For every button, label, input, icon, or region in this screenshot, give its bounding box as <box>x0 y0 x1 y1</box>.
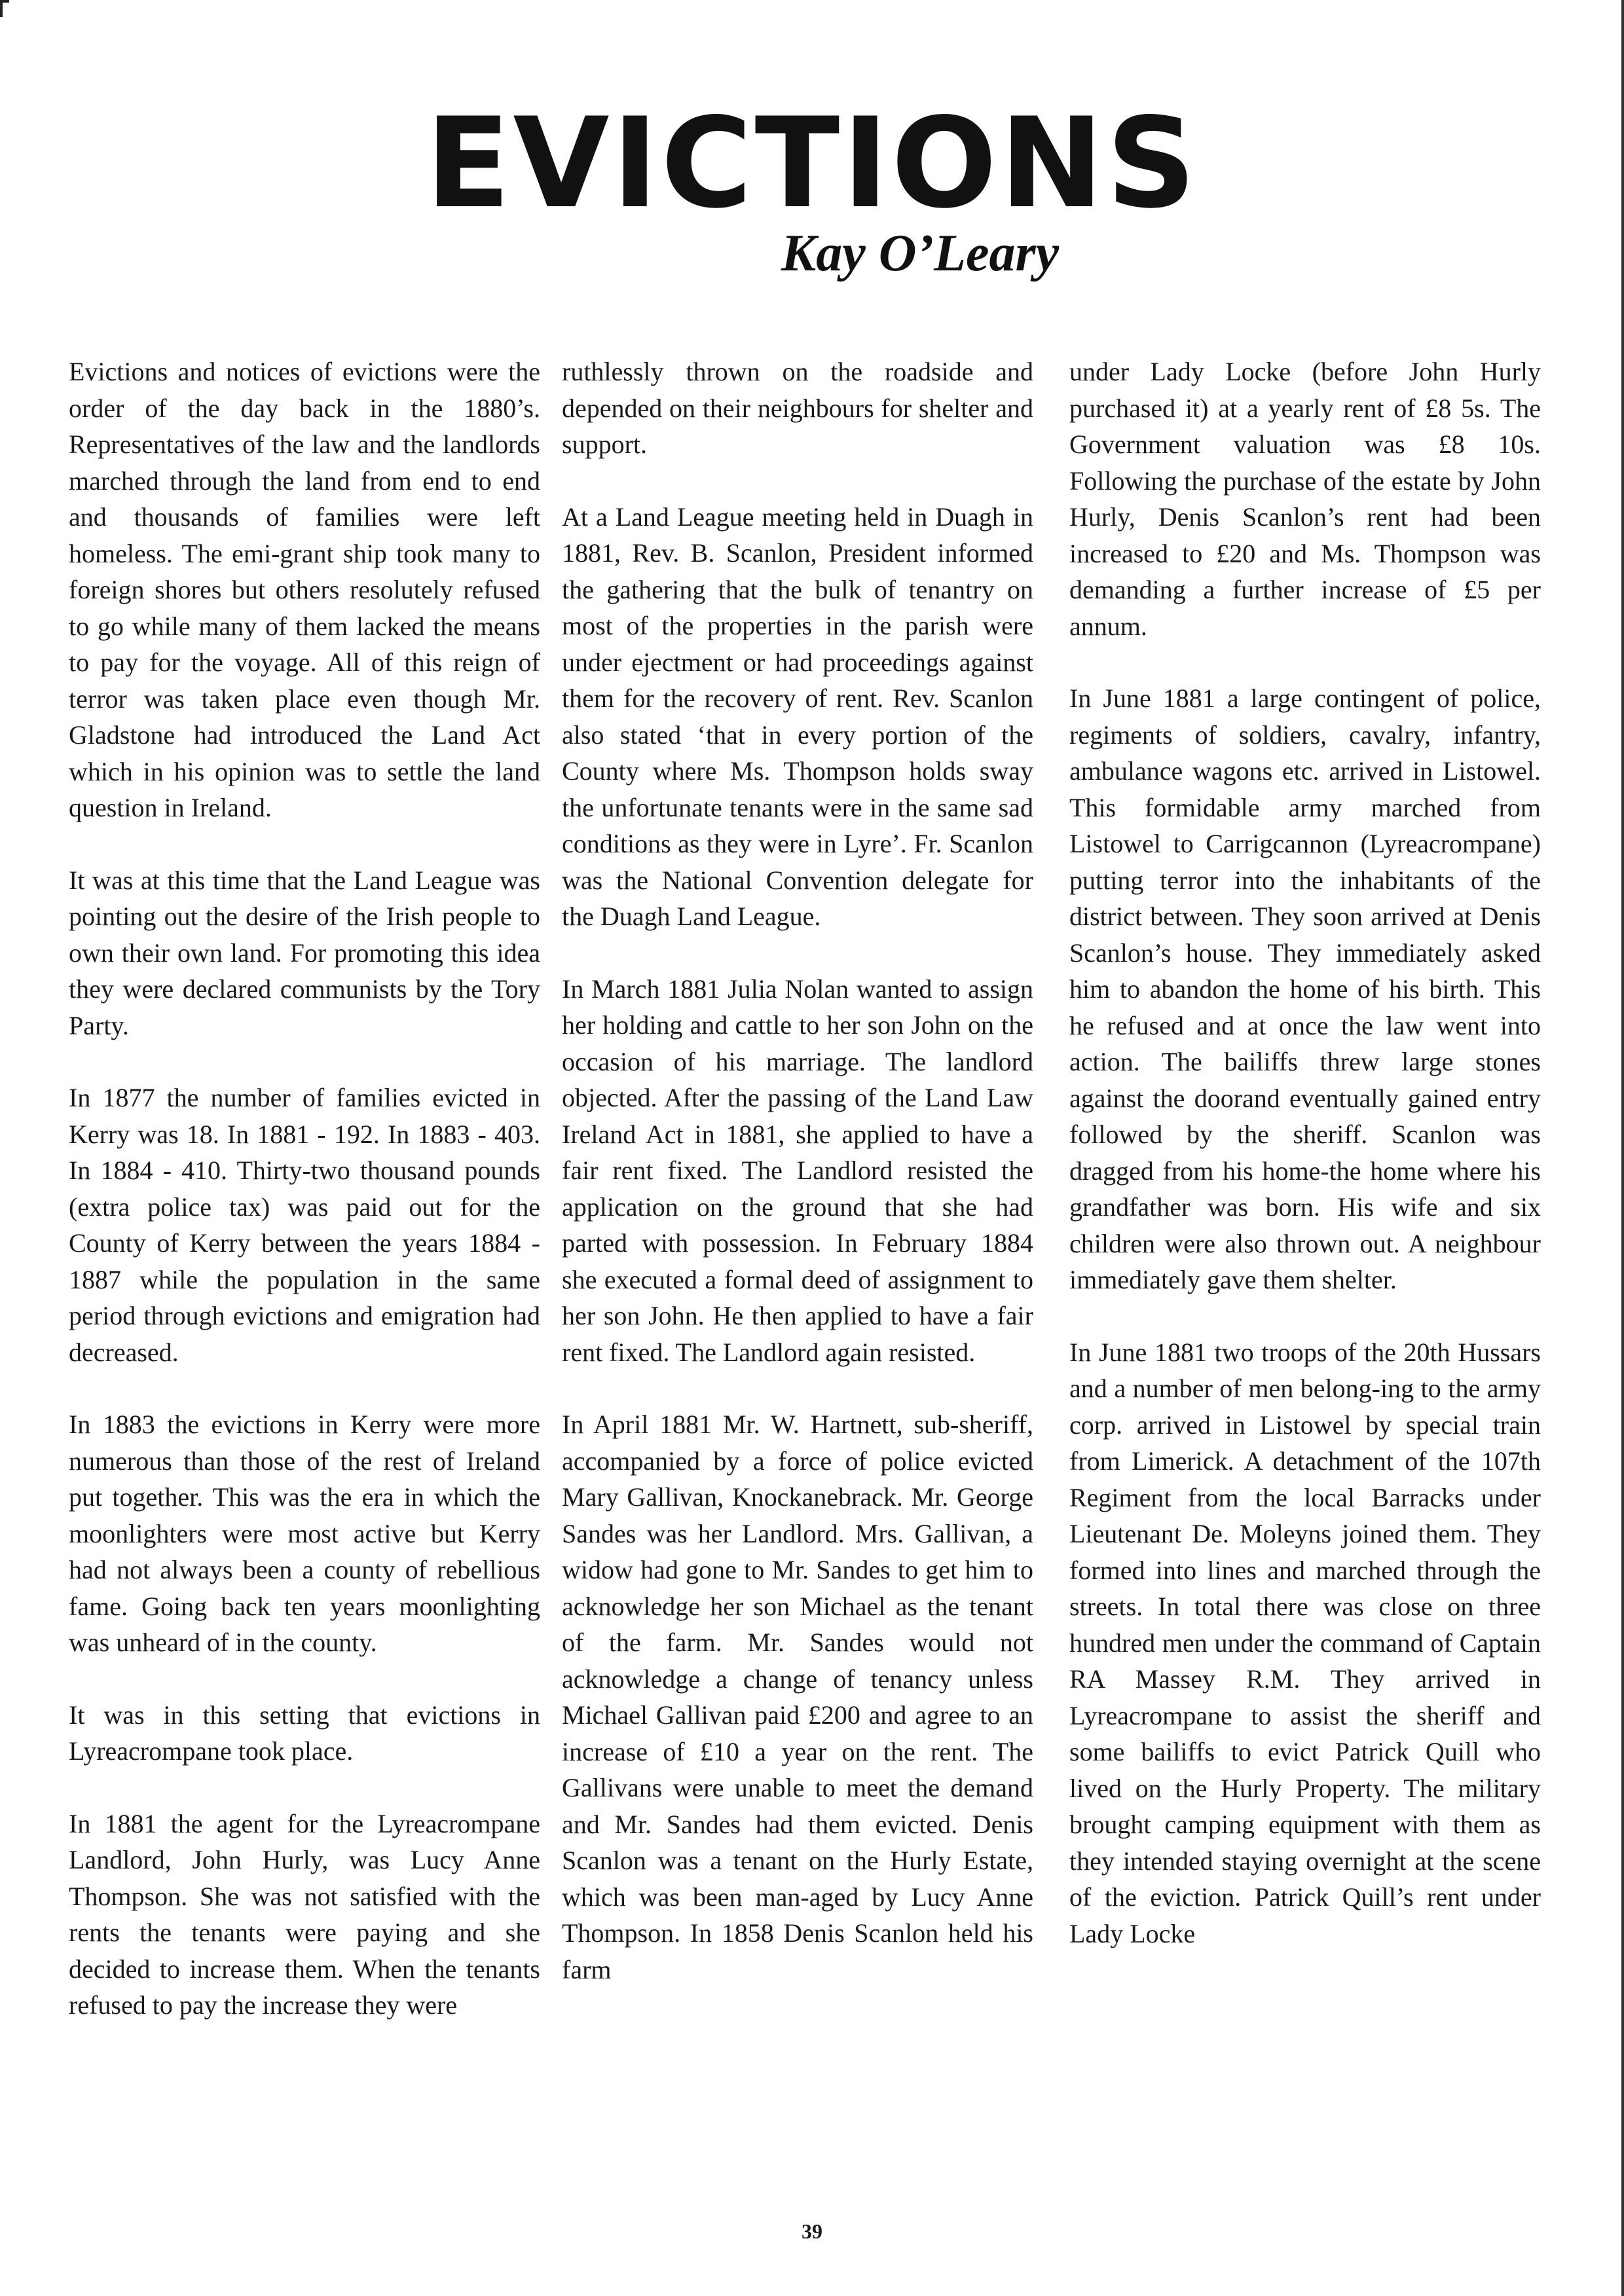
paragraph: It was in this setting that evictions in Lyreacrompane took place. <box>69 1700 540 1766</box>
page-edge <box>1621 0 1624 2296</box>
paragraph: In June 1881 two troops of the 20th Hussars and a number of men belong-ing to the army corp. arrived in Listowel by special train from Limerick. A detachment of the 107th Regiment from the local Barracks under Lieutenant De. Moleyns joined them. They formed into lines and marched through the streets. In total there was close on three hundred men under the command of Captain RA Massey R.M. They arrived in Lyreacrompane to assist the sheriff and some bailiffs to evict Patrick Quill who lived on the Hurly Property. The military brought camping equipment with them as they intended staying overnight at the scene of the eviction. Patrick Quill’s rent under Lady Locke <box>1069 1337 1541 1948</box>
paragraph: under Lady Locke (before John Hurly purchased it) at a yearly rent of £8 5s. The Government valuation was £8 10s. Following the purchase of the estate by John Hurly, Denis Scanlon’s rent had been increased to £20 and Ms. Thompson was demanding a further increase of £5 per annum. <box>1069 357 1541 641</box>
page-number: 39 <box>802 2219 822 2243</box>
paragraph: Evictions and notices of evictions were the order of the day back in the 1880’s. Representatives of the law and the landlords marched through the land from end to end and thousands of families were left homeless. The emi-grant ship took many to foreign shores but others resolutely refused to go while many of them lacked the means to pay for the voyage. All of this reign of terror was taken place even though Mr. Gladstone had introduced the Land Act which in his opinion was to settle the land question in Ireland. <box>69 357 540 822</box>
paragraph: In April 1881 Mr. W. Hartnett, sub-sheriff, accompanied by a force of police evicted Mary Gallivan, Knockanebrack. Mr. George Sandes was her Landlord. Mrs. Gallivan, a widow had gone to Mr. Sandes to get him to acknowledge her son Michael as the tenant of the farm. Mr. Sandes would not acknowledge a change of tenancy unless Michael Gallivan paid £200 and agree to an increase of £10 a year on the rent. The Gallivans were unable to meet the demand and Mr. Sandes had them evicted. Denis Scanlon was a tenant on the Hurly Estate, which was been man-aged by Lucy Anne Thompson. In 1858 Denis Scanlon held his farm <box>562 1410 1033 1984</box>
paragraph: In June 1881 a large contingent of police, regiments of soldiers, cavalry, infantry, ambulance wagons etc. arrived in Listowel. This formidable army marched from Listowel to Carrigcannon (Lyreacrompane) putting terror into the inhabitants of the district between. They soon arrived at Denis Scanlon’s house. They immediately asked him to abandon the home of his birth. This he refused and at once the law went into action. The bailiffs threw large stones against the doorand eventually gained entry followed by the sheriff. Scanlon was dragged from his home-the home where his grandfather was born. His wife and six children were also thrown out. A neighbour immediately gave them shelter. <box>1069 683 1541 1294</box>
text-column-2 <box>562 354 1033 2024</box>
article-title: EVICTIONS <box>425 91 1199 236</box>
paragraph: In 1883 the evictions in Kerry were more numerous than those of the rest of Ireland put together. This was the era in which the moonlighters were most active but Kerry had not always been a county of rebellious fame. Going back ten years moonlighting was unheard of in the county. <box>69 1410 540 1657</box>
text-column-3 <box>1069 354 1541 1988</box>
scan-corner-mark <box>0 0 9 17</box>
paragraph: In 1881 the agent for the Lyreacrompane Landlord, John Hurly, was Lucy Anne Thompson. She was not satisfied with the rents the tenants were paying and she decided to increase them. When the tenants refused to pay the increase they were <box>69 1808 540 2020</box>
paragraph: It was at this time that the Land League was pointing out the desire of the Irish people to own their own land. For promoting this idea they were declared communists by the Tory Party. <box>69 865 540 1040</box>
article-author: Kay O’Leary <box>781 225 1060 282</box>
paragraph: ruthlessly thrown on the roadside and depended on their neighbours for shelter and support. <box>562 357 1033 459</box>
paragraph: In 1877 the number of families evicted in Kerry was 18. In 1881 - 192. In 1883 - 403. In 1884 - 410. Thirty-two thousand pounds (extra police tax) was paid out for the County of Kerry between the years 1884 - 1887 while the population in the same period through evictions and emigration had decreased. <box>69 1083 540 1367</box>
paragraph: At a Land League meeting held in Duagh in 1881, Rev. B. Scanlon, President informed the gathering that the bulk of tenantry on most of the properties in the parish were under ejectment or had proceedings against them for the recovery of rent. Rev. Scanlon also stated ‘that in every portion of the County where Ms. Thompson holds sway the unfortunate tenants were in the same sad conditions as they were in Lyre’. Fr. Scanlon was the National Convention delegate for the Duagh Land League. <box>562 501 1033 931</box>
paragraph: In March 1881 Julia Nolan wanted to assign her holding and cattle to her son John on the occasion of his marriage. The landlord objected. After the passing of the Land Law Ireland Act in 1881, she applied to have a fair rent fixed. The Landlord resisted the application on the ground that she had parted with possession. In February 1884 she executed a formal deed of assignment to her son John. He then applied to have a fair rent fixed. The Landlord again resisted. <box>562 974 1033 1367</box>
text-column-1 <box>69 354 540 2060</box>
